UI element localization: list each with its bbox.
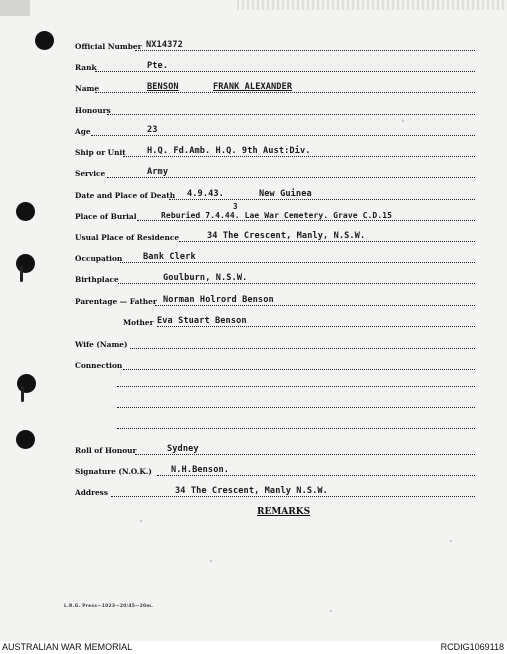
dotted-line [95, 71, 475, 72]
punch-hole [35, 31, 54, 50]
label-service: Service [75, 169, 106, 178]
connection-line-2 [117, 386, 475, 387]
punch-hole [16, 202, 35, 221]
dotted-line [120, 262, 475, 263]
label-usual-residence: Usual Place of Residence [75, 233, 180, 242]
dotted-line [118, 283, 475, 284]
field-signature-nok [75, 463, 475, 479]
value-birthplace: Goulburn, N.S.W. [163, 273, 248, 283]
field-date-place-death [75, 187, 475, 203]
speck [450, 540, 452, 542]
connection-line-3 [117, 407, 475, 408]
dotted-line [135, 454, 475, 455]
value-rank: Pte. [147, 61, 169, 71]
printer-imprint: L.R.G. Press—1023—20/45—20m. [64, 604, 154, 609]
label-mother: Mother [123, 318, 154, 327]
value-given-names: FRANK ALEXANDER [213, 82, 293, 92]
label-signature-nok: Signature (N.O.K.) [75, 467, 152, 476]
dotted-line [155, 305, 475, 306]
dotted-line [157, 326, 475, 327]
dotted-line [169, 199, 475, 200]
dotted-line [107, 177, 475, 178]
value-usual-residence: 34 The Crescent, Manly, N.S.W. [207, 231, 366, 241]
footer-record-id: RCDIG1069118 [440, 642, 504, 652]
dotted-line [130, 348, 475, 349]
label-wife: Wife (Name) [75, 340, 128, 349]
value-official-number: NX14372 [146, 40, 183, 50]
label-address: Address [75, 488, 108, 497]
label-place-of-burial: Place of Burial [75, 212, 137, 221]
field-birthplace [75, 271, 475, 287]
field-occupation [75, 250, 475, 266]
label-connection: Connection [75, 361, 123, 370]
scan-edge-noise [237, 0, 507, 10]
dotted-line [107, 114, 475, 115]
field-name [75, 80, 475, 96]
field-honours [75, 102, 475, 118]
value-age: 23 [147, 125, 158, 135]
punch-hole [16, 430, 35, 449]
label-age: Age [75, 127, 91, 136]
value-place-of-burial: Reburied 7.4.44. Lae War Cemetery. Grave C.D.15 [161, 211, 393, 220]
field-official-number [75, 38, 475, 54]
field-mother [123, 314, 475, 330]
field-father [75, 293, 475, 309]
dotted-line [157, 475, 475, 476]
value-surname: BENSON [147, 82, 179, 92]
field-address [75, 484, 475, 500]
dotted-line [135, 50, 475, 51]
label-rank: Rank [75, 63, 97, 72]
speck [140, 520, 142, 522]
label-official-number: Official Number [75, 42, 142, 51]
dotted-line [179, 241, 475, 242]
handwritten-annotation: 3 [233, 202, 238, 211]
punch-hole [17, 374, 36, 393]
dotted-line [111, 496, 475, 497]
field-roll-of-honour [75, 442, 475, 458]
value-ship-or-unit: H.Q. Fd.Amb. H.Q. 9th Aust:Div. [147, 146, 311, 156]
value-occupation: Bank Clerk [143, 252, 196, 262]
punch-hole [16, 254, 35, 273]
field-rank [75, 59, 475, 75]
field-place-of-burial [75, 202, 475, 224]
footer-institution: AUSTRALIAN WAR MEMORIAL [2, 642, 133, 652]
speck [210, 560, 212, 562]
label-honours: Honours [75, 106, 111, 115]
label-roll-of-honour: Roll of Honour [75, 446, 137, 455]
label-father: Parentage — Father [75, 297, 157, 306]
speck [402, 120, 404, 122]
remarks-heading: REMARKS [257, 507, 311, 517]
field-service [75, 165, 475, 181]
dotted-line [123, 369, 475, 370]
label-occupation: Occupation [75, 254, 123, 263]
label-birthplace: Birthplace [75, 275, 119, 284]
field-usual-residence [75, 229, 475, 245]
field-age [75, 123, 475, 139]
dotted-line [95, 92, 475, 93]
value-roll-of-honour: Sydney [167, 444, 199, 454]
label-ship-or-unit: Ship or Unit [75, 148, 126, 157]
field-ship-or-unit [75, 144, 475, 160]
label-date-place-death: Date and Place of Death [75, 191, 176, 200]
field-wife [75, 336, 475, 352]
label-name: Name [75, 84, 100, 93]
value-mother: Eva Stuart Benson [157, 316, 247, 326]
value-death-date: 4.9.43. [187, 189, 224, 199]
field-connection [75, 357, 475, 373]
value-death-place: New Guinea [259, 189, 312, 199]
dotted-line [123, 156, 475, 157]
dotted-line [91, 135, 475, 136]
scan-corner-shadow [0, 0, 30, 16]
value-address: 34 The Crescent, Manly N.S.W. [175, 486, 328, 496]
speck [330, 610, 332, 612]
value-service: Army [147, 167, 169, 177]
connection-line-4 [117, 428, 475, 429]
value-father: Norman Holrord Benson [163, 295, 274, 305]
dotted-line [137, 220, 475, 221]
value-signature-nok: N.H.Benson. [171, 465, 230, 475]
